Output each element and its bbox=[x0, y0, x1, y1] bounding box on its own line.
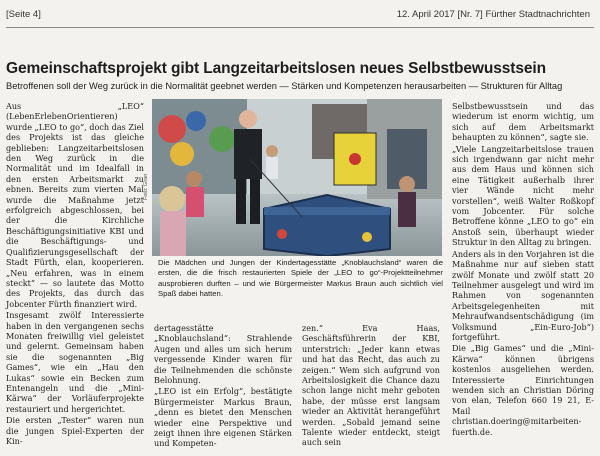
column-3 bbox=[302, 323, 440, 448]
issue-info: 12. April 2017 [Nr. 7] Fürther Stadtnachrichten bbox=[396, 9, 590, 20]
section-label: [Seite 4] bbox=[6, 9, 41, 20]
paragraph: Insgesamt zwölf Interessierte haben in den vergangenen sechs Monaten freiwillig viel geleistet und gelernt. Gemeinsam haben sie die sogenannten „Big Games“, wie ein „Hau den Lukas“ sowie ein Becken zum Entenangeln und die „Mini-Kärwa“ der Vorläuferprojekte restauriert und hergerichtet. bbox=[6, 310, 144, 414]
column-4 bbox=[452, 101, 594, 437]
header-rule bbox=[6, 27, 594, 28]
column-1 bbox=[6, 101, 144, 446]
paragraph: Selbstbewusstsein und das wiederum ist enorm wichtig, um sich auf dem Arbeitsmarkt behaupten zu können“, sagte sie. bbox=[452, 101, 594, 143]
photo-caption: Die Mädchen und Jungen der Kindertagesstätte „Knoblauchsland“ waren die ersten, die die frisch restaurierten Spiele der „LEO to go“-Projektteilnehmer ausprobieren durften – und wie Bürgermeister Markus Braun auch sichtlich viel Spaß dabei hatten. bbox=[158, 258, 443, 298]
paragraph: dertagesstätte „Knoblauchsland“: Strahlende Augen und alles um sich herum vergessende Kinder waren für die Teilnehmenden die schönste Belohnung. bbox=[154, 323, 292, 386]
paragraph: „LEO ist ein Erfolg“, bestätigte Bürgermeister Markus Braun, „denn es bietet den Menschen wieder eine Perspektive und zeigt ihnen ihre eigenen Stärken und Kompeten- bbox=[154, 386, 292, 449]
photo-illustration bbox=[152, 99, 442, 256]
paragraph: „Viele Langzeitarbeitslose trauen sich irgendwann gar nicht mehr aus dem Haus und können sich eine Tätigkeit außerhalb ihrer vier Wände nicht mehr vorstellen“, weiß Walter Roßkopf vom Jobcenter. Für solche Betroffene könne „LEO to go“ ein Anstoß sein, überhaupt wieder Struktur in den Alltag zu bringen. bbox=[452, 143, 594, 248]
article-subheadline: Betroffenen soll der Weg zurück in die Normalität geebnet werden — Stärken und Kompetenzen herausarbeiten — Strukturen für Alltag bbox=[6, 81, 563, 91]
page-header bbox=[0, 0, 600, 24]
paragraph: Aus „LEO“ (LebenErlebenOrientieren) wurde „LEO to go“, doch das Ziel des Projekts ist das gleiche geblieben: Langzeitarbeitslosen den Weg zurück in die Normalität und im Idealfall in den ersten Arbeitsmarkt zu ebnen. Bereits zum vierten Mal wurde die Maßnahme jetzt erfolgreich abgeschlossen, bei der die Kirchliche Beschäftigungsinitiative KBI und die Beschäftigungs- und Qualifizierungsgesellschaft der Stadt Fürth, elan, kooperieren. „Neu erfahren, was in einem steckt“ — so lautete das Motto des Projekts, das durch das Jobcenter Fürth finanziert wird. bbox=[6, 101, 144, 309]
column-2 bbox=[154, 323, 292, 449]
paragraph: Anders als in den Vorjahren ist die Maßnahme nur auf sieben statt zwölf Monate und zwölf statt 20 Teilnehmer ausgelegt und wird im Rahmen von sogenannten Arbeitsgelegenheiten mit Mehraufwandsentschädigung (im Volksmund „Ein-Euro-Job“) fortgeführt. bbox=[452, 248, 594, 342]
paragraph: Die „Big Games“ und die „Mini-Kärwa“ können übrigens kostenlos ausgeliehen werden. Interessierte Einrichtungen wenden sich an Christian Döring von elan, Telefon 660 19 21, E-Mail christian.doering@mitarbeiten-fuerth.de. bbox=[452, 343, 594, 437]
paragraph: zen.“ Eva Haas, Geschäftsführerin der KBI, unterstrich: „Jeder kann etwas und hat das Recht, das auch zu zeigen.“ Wem sich aufgrund von Arbeitslosigkeit die Chance dazu schon lange nicht mehr geboten habe, der müsse erst langsam wieder an Aktivität herangeführt werden. „Sobald jemand seine Talente wieder entdeckt, steigt auch sein bbox=[302, 323, 440, 448]
paragraph: Die ersten „Tester“ waren nun die jungen Spiel-Experten der Kin- bbox=[6, 415, 144, 446]
article-photo bbox=[152, 99, 442, 256]
article-headline: Gemeinschaftsprojekt gibt Langzeitarbeitslosen neues Selbstbewusstsein bbox=[6, 60, 546, 77]
photo-credit: Foto: Gran bbox=[143, 173, 149, 200]
